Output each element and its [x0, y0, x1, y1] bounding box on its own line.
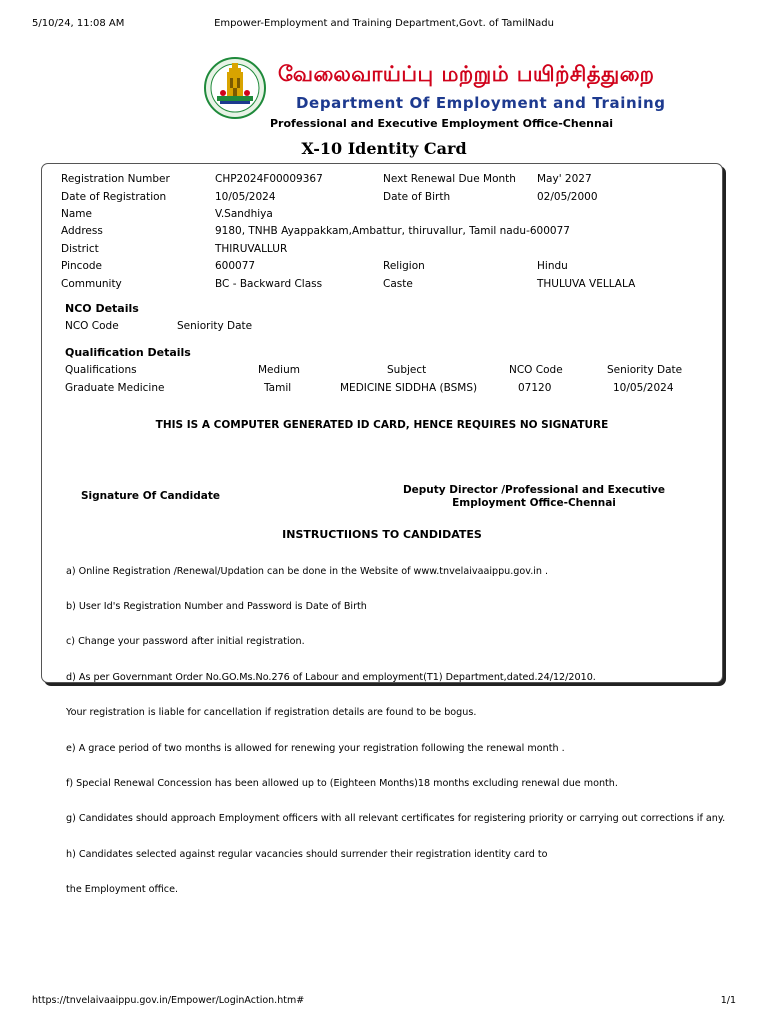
religion-label: Religion — [383, 260, 425, 272]
instruction-line: the Employment office. — [66, 884, 179, 896]
qual-row-seniority: 10/05/2024 — [613, 382, 674, 394]
qual-col-medium: Medium — [258, 364, 300, 376]
candidate-signature-label: Signature Of Candidate — [81, 490, 220, 502]
nco-details-heading: NCO Details — [65, 302, 139, 315]
pincode-label: Pincode — [61, 260, 102, 272]
qual-col-nco-code: NCO Code — [509, 364, 563, 376]
name-value: V.Sandhiya — [215, 208, 273, 220]
print-page-number: 1/1 — [720, 995, 736, 1006]
deputy-director-line2: Employment Office-Chennai — [452, 497, 616, 509]
qual-row-subject: MEDICINE SIDDHA (BSMS) — [340, 382, 478, 394]
tamilnadu-emblem-icon — [203, 56, 267, 120]
district-value: THIRUVALLUR — [215, 243, 288, 255]
qual-col-qualifications: Qualifications — [65, 364, 137, 376]
dob-value: 02/05/2000 — [537, 191, 598, 203]
department-english-heading: Department Of Employment and Training — [296, 94, 666, 112]
instructions-heading: INSTRUCTIIONS TO CANDIDATES — [282, 528, 482, 541]
qual-row-qualification: Graduate Medicine — [65, 382, 165, 394]
pincode-value: 600077 — [215, 260, 256, 272]
qualification-heading: Qualification Details — [65, 346, 191, 359]
renewal-value: May' 2027 — [537, 173, 592, 185]
dob-label: Date of Birth — [383, 191, 451, 203]
nco-seniority-label: Seniority Date — [177, 320, 253, 332]
address-value: 9180, TNHB Ayappakkam,Ambattur, thiruvallur, Tamil nadu-600077 — [215, 225, 570, 237]
qual-col-seniority: Seniority Date — [607, 364, 683, 376]
instructions-list — [66, 542, 726, 920]
instruction-line: c) Change your password after initial registration. — [66, 636, 305, 648]
reg-date-label: Date of Registration — [61, 191, 167, 203]
print-footer-url: https://tnvelaivaaippu.gov.in/Empower/LoginAction.htm# — [32, 995, 305, 1006]
name-label: Name — [61, 208, 92, 220]
instruction-line: g) Candidates should approach Employment officers with all relevant certificates for registering priority or carrying out corrections if any. — [66, 813, 726, 825]
qual-row-medium: Tamil — [264, 382, 292, 394]
renewal-label: Next Renewal Due Month — [383, 173, 516, 185]
reg-number-label: Registration Number — [61, 173, 170, 185]
print-datetime: 5/10/24, 11:08 AM — [32, 18, 125, 29]
instruction-line: f) Special Renewal Concession has been allowed up to (Eighteen Months)18 months excluding renewal due month. — [66, 777, 618, 789]
caste-value: THULUVA VELLALA — [537, 278, 636, 290]
instruction-line: Your registration is liable for cancellation if registration details are found to be bogus. — [66, 707, 477, 719]
address-label: Address — [61, 225, 103, 237]
instruction-line: d) As per Governmant Order No.GO.Ms.No.276 of Labour and employment(T1) Department,dated.24/12/2010. — [66, 671, 596, 683]
deputy-director-line1: Deputy Director /Professional and Executive — [402, 484, 666, 496]
department-tamil-heading: வேலைவாய்ப்பு மற்றும் பயிற்சித்துறை — [278, 62, 655, 86]
instruction-line: e) A grace period of two months is allowed for renewing your registration following the renewal month . — [66, 742, 565, 754]
nco-code-label: NCO Code — [65, 320, 119, 332]
community-label: Community — [61, 278, 122, 290]
reg-number-value: CHP2024F00009367 — [215, 173, 323, 185]
instruction-line: a) Online Registration /Renewal/Updation can be done in the Website of www.tnvelaivaaippu.gov.in . — [66, 565, 549, 577]
religion-value: Hindu — [537, 260, 568, 272]
card-title: X-10 Identity Card — [301, 139, 467, 158]
office-name: Professional and Executive Employment Office-Chennai — [270, 117, 614, 130]
instruction-line: b) User Id's Registration Number and Password is Date of Birth — [66, 600, 367, 612]
caste-label: Caste — [383, 278, 413, 290]
community-value: BC - Backward Class — [215, 278, 323, 290]
reg-date-value: 10/05/2024 — [215, 191, 276, 203]
qual-col-subject: Subject — [387, 364, 427, 376]
deputy-director-signature — [392, 484, 676, 510]
computer-generated-notice: THIS IS A COMPUTER GENERATED ID CARD, HENCE REQUIRES NO SIGNATURE — [155, 419, 609, 431]
district-label: District — [61, 243, 99, 255]
instruction-line: h) Candidates selected against regular vacancies should surrender their registration identity card to — [66, 848, 548, 860]
identity-card — [41, 163, 726, 896]
print-page-title: Empower-Employment and Training Department,Govt. of TamilNadu — [214, 18, 554, 29]
qual-row-nco-code: 07120 — [518, 382, 552, 394]
